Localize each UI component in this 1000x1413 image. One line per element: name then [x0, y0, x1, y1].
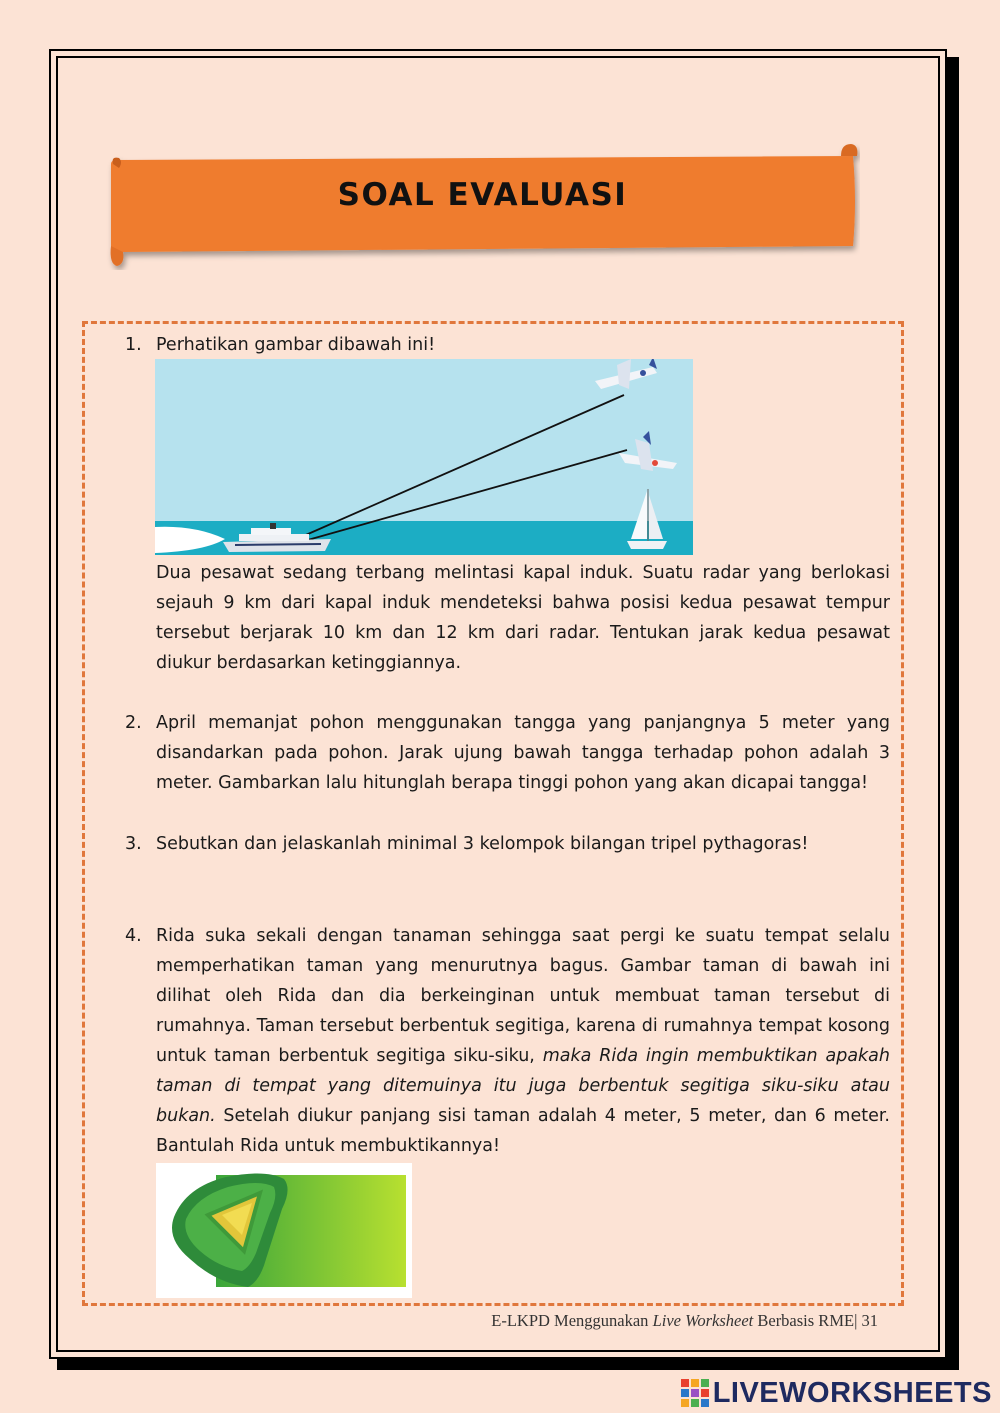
- question-text: Sebutkan dan jelaskanlah minimal 3 kelompok bilangan tripel pythagoras!: [156, 834, 809, 854]
- question-prompt: Perhatikan gambar dibawah ini!: [156, 335, 436, 355]
- title-banner: [105, 142, 860, 270]
- question-1-text: [125, 558, 890, 678]
- liveworksheets-logo-icon: [681, 1379, 709, 1407]
- question-text-part: Setelah diukur panjang sisi taman adalah 4 meter, 5 meter, dan 6 meter. Bantulah Rida untuk membuktikannya!: [156, 1106, 890, 1156]
- page-title: SOAL EVALUASI: [337, 177, 628, 213]
- question-2: [125, 708, 890, 798]
- question-text-part: Rida suka sekali dengan tanaman sehingga saat pergi ke suatu tempat selalu memperhatikan taman yang menurutnya bagus. Gambar taman di bawah ini dilihat oleh Rida dan dia berkeinginan untuk membuat taman tersebut di rumahnya. Taman tersebut berbentuk segitiga, karena di rumahnya tempat kosong untuk taman berbentuk segitiga siku-siku,: [156, 926, 890, 1066]
- question-3: [125, 829, 890, 859]
- question-1: [125, 330, 890, 360]
- footer-text: E-LKPD Menggunakan: [491, 1311, 653, 1330]
- footer-page: Berbasis RME| 31: [753, 1311, 878, 1330]
- liveworksheets-brand: LIVEWORKSHEETS: [712, 1376, 992, 1409]
- question-number: 4.: [125, 926, 142, 946]
- question-text-italic: maka Rida ingin membuktikan apakah taman di tempat yang ditemuinya itu juga berbentuk segitiga siku-siku atau bukan.: [156, 1046, 890, 1126]
- question-text: Dua pesawat sedang terbang melintasi kapal induk. Suatu radar yang berlokasi sejauh 9 km dari kapal induk mendeteksi bahwa posisi kedua pesawat tempur tersebut berjarak 10 km dan 12 km dari radar. Tentukan jarak kedua pesawat diukur berdasarkan ketinggiannya.: [156, 563, 890, 673]
- garden-drawing: [156, 1163, 412, 1298]
- question-4: [125, 921, 890, 1161]
- question-text: April memanjat pohon menggunakan tangga yang panjangnya 5 meter yang disandarkan pada pohon. Jarak ujung bawah tangga terhadap pohon adalah 3 meter. Gambarkan lalu hitunglah berapa tinggi pohon yang akan dicapai tangga!: [156, 713, 890, 793]
- question-number: 1.: [125, 335, 142, 355]
- question-number: 3.: [125, 834, 142, 854]
- page-footer: [491, 1311, 878, 1331]
- question-number: 2.: [125, 713, 142, 733]
- radar-airplanes-illustration: [155, 359, 693, 555]
- question-text: [156, 921, 890, 1161]
- liveworksheets-watermark: [681, 1377, 992, 1409]
- triangle-garden-illustration: [156, 1163, 412, 1298]
- footer-text-italic: Live Worksheet: [652, 1311, 754, 1330]
